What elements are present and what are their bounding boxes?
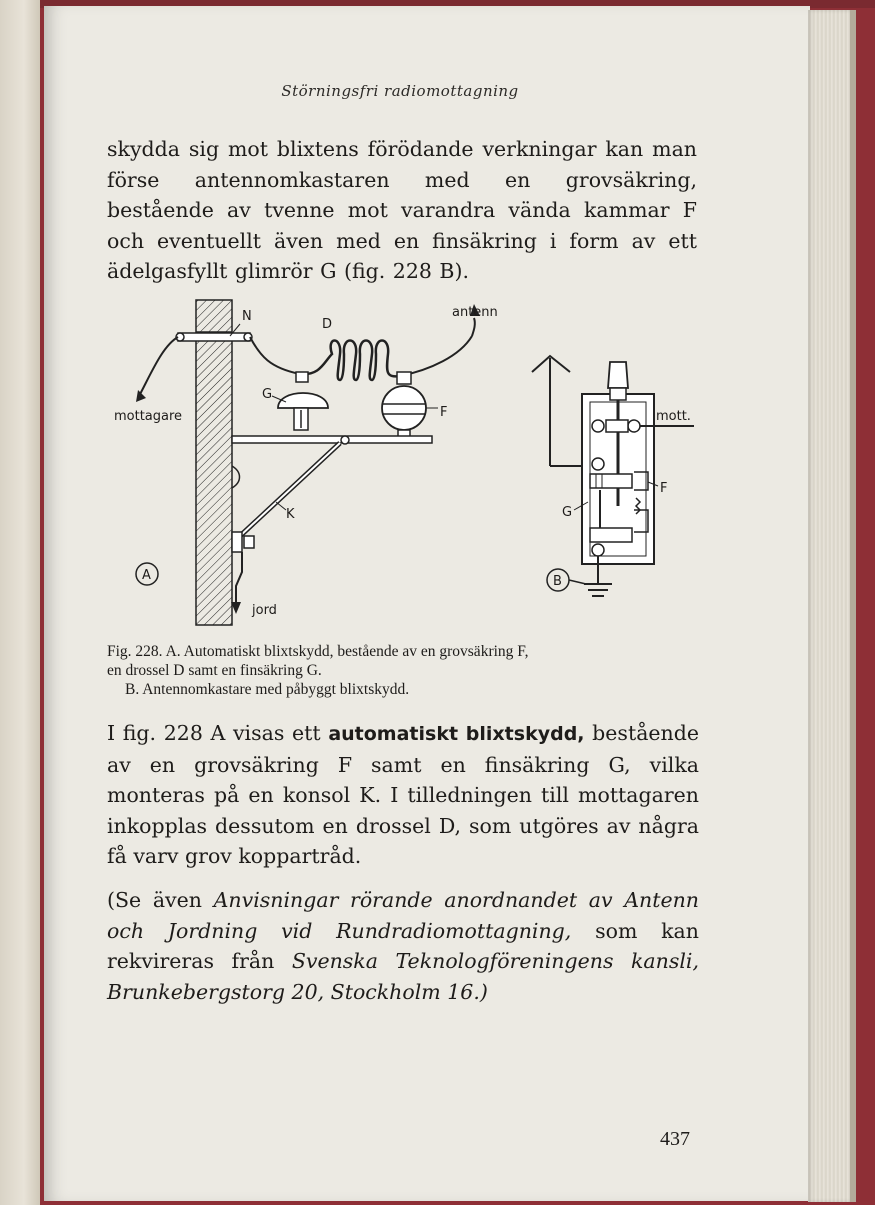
paragraph-1: skydda sig mot blixtens förödande verkningar kan man förse antennomkastaren med en grovsäkring, bestående av tvenne mot varandra vända kammar F och eventuellt även med en finsäkring i form av ett ädelgasfyllt glimrör G (fig. 228 B). (107, 137, 697, 283)
page-number: 437 (660, 1128, 690, 1150)
label-n: N (242, 309, 252, 324)
paragraph-2-bold: automatiskt blixtskydd, (328, 723, 585, 745)
label-g: G (262, 387, 273, 402)
paragraph-2-end: bestående av en grovsäkring F samt en finsäkring G, vilka monteras på en konsol K. I tilledningen till mottagaren inkopplas dessutom en drossel D, som utgöres av några få varv grov koppartråd. (107, 721, 699, 868)
paragraph-3-open: (Se även (107, 888, 214, 912)
page-fore-edge-shadow (850, 10, 856, 1202)
label-f-b: F (660, 481, 668, 496)
label-mottagare: mottagare (114, 409, 183, 424)
caption-line-1: Fig. 228. A. Automatiskt blixtskydd, bestående av en grovsäkring F, (107, 643, 529, 660)
label-a: A (142, 568, 151, 583)
pole (196, 340, 232, 625)
paragraph-2-start: I fig. 228 A visas ett (107, 721, 329, 745)
label-jord: jord (252, 603, 277, 618)
figure-a-diagram (114, 300, 498, 625)
paragraph-2 (107, 718, 699, 872)
label-g-b: G (562, 505, 573, 520)
caption-line-2: en drossel D samt en finsäkring G. (107, 662, 322, 679)
page-fore-edge (808, 10, 850, 1202)
paragraph-3-title: Anvisningar rörande anordnandet av Antenn och Jordning vid Rundradiomottagning, (107, 888, 699, 943)
label-b: B (553, 574, 562, 589)
caption-line-3: B. Antennomkastare med påbyggt blixtskydd. (125, 681, 410, 698)
label-k: K (286, 507, 295, 522)
running-head: Störningsfri radiomottagning (281, 82, 519, 100)
label-antenn: antenn (452, 305, 498, 320)
label-f: F (440, 405, 448, 420)
paragraph-3-middle: som kan rekvireras från (107, 918, 699, 973)
label-mott: mott. (656, 409, 691, 424)
figure-b-diagram (532, 356, 694, 596)
figure-228 (100, 296, 720, 636)
pole-top (196, 300, 232, 332)
figure-caption (107, 642, 699, 699)
facing-page-edge (0, 0, 40, 1205)
label-d: D (322, 317, 333, 332)
paragraph-3-address: Svenska Teknologföreningens kansli, Brunkebergstorg 20, Stockholm 16.) (107, 949, 699, 1004)
paragraph-3 (107, 885, 699, 1007)
